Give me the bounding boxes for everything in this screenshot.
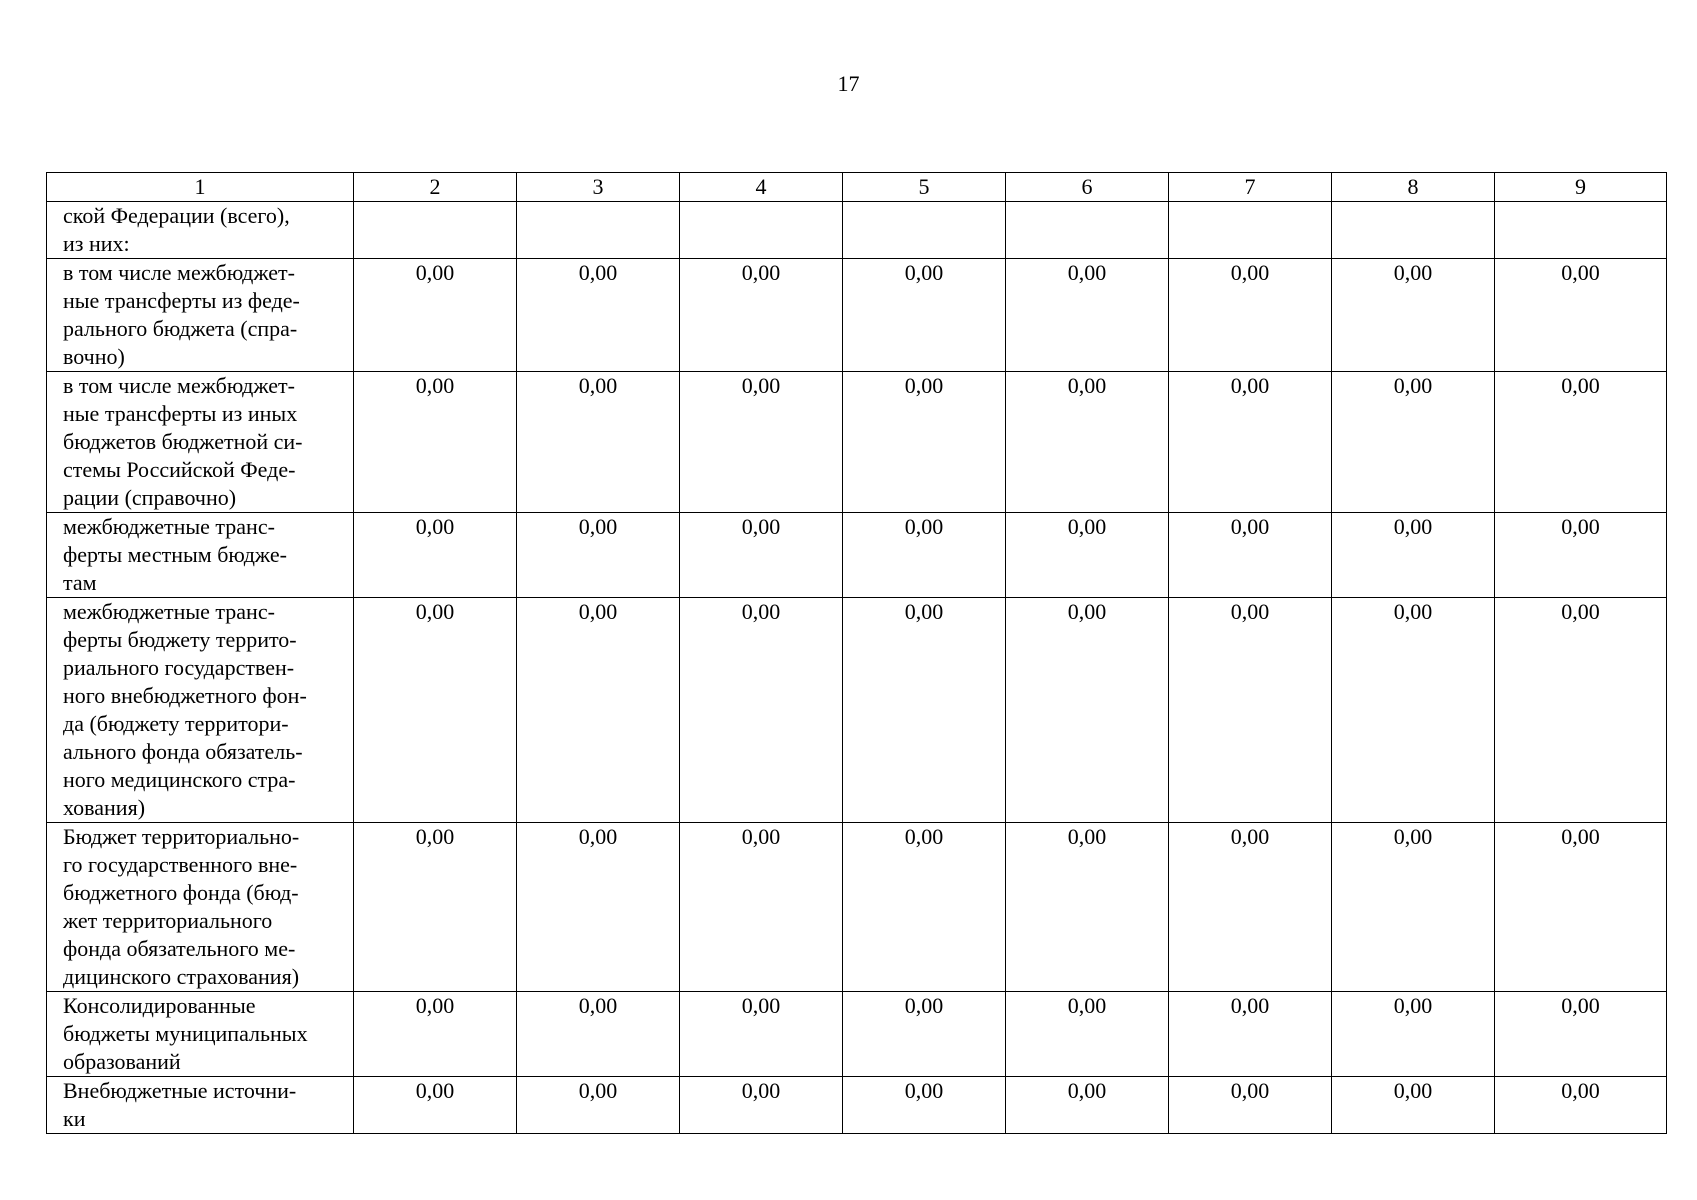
table-cell: 0,00 [354,513,517,598]
header-col-5: 5 [843,173,1006,202]
table-cell: 0,00 [1169,372,1332,513]
header-col-8: 8 [1332,173,1495,202]
table-cell: 0,00 [680,823,843,992]
table-cell: 0,00 [843,598,1006,823]
table-header [47,173,1667,202]
table-row [47,202,1667,259]
row-label: межбюджетные транс- ферты местным бюдже- там [47,513,354,598]
table-cell: 0,00 [517,992,680,1077]
table-cell: 0,00 [517,1077,680,1134]
row-label: Бюджет территориально- го государственного вне- бюджетного фонда (бюд- жет территориального фонда обязательного ме- дицинского страхования) [47,823,354,992]
table-cell: 0,00 [1006,598,1169,823]
table-cell: 0,00 [517,259,680,372]
table-cell: 0,00 [1006,259,1169,372]
table-cell: 0,00 [1006,513,1169,598]
table-cell: 0,00 [843,259,1006,372]
table-cell: 0,00 [1332,259,1495,372]
table-cell: 0,00 [843,823,1006,992]
header-row [47,173,1667,202]
table-cell: 0,00 [1169,598,1332,823]
header-col-9: 9 [1495,173,1667,202]
table-cell [1495,202,1667,259]
table-cell [1169,202,1332,259]
table-cell [1006,202,1169,259]
table-cell: 0,00 [1332,513,1495,598]
table-row [47,992,1667,1077]
row-label: в том числе межбюджет- ные трансферты из феде- рального бюджета (спра- вочно) [47,259,354,372]
table-cell: 0,00 [1495,1077,1667,1134]
table-row [47,259,1667,372]
table-cell: 0,00 [1169,823,1332,992]
table-row [47,1077,1667,1134]
table-row [47,823,1667,992]
table-cell [680,202,843,259]
table-cell: 0,00 [1332,372,1495,513]
financing-table [46,172,1667,1134]
table-cell: 0,00 [1006,823,1169,992]
header-col-4: 4 [680,173,843,202]
table-cell: 0,00 [354,259,517,372]
table-cell: 0,00 [1332,598,1495,823]
table-cell [843,202,1006,259]
table-cell: 0,00 [843,992,1006,1077]
table-cell: 0,00 [517,513,680,598]
table-cell: 0,00 [680,259,843,372]
table-cell: 0,00 [680,598,843,823]
table-cell: 0,00 [1169,1077,1332,1134]
table-cell: 0,00 [1332,1077,1495,1134]
table-cell: 0,00 [354,598,517,823]
table-cell: 0,00 [517,598,680,823]
table-cell: 0,00 [1169,992,1332,1077]
table-row [47,598,1667,823]
table-cell: 0,00 [843,513,1006,598]
table-row [47,372,1667,513]
table-cell: 0,00 [1006,372,1169,513]
table-body [47,202,1667,1134]
table-row [47,513,1667,598]
table-cell: 0,00 [1332,992,1495,1077]
table-cell: 0,00 [354,823,517,992]
table-cell: 0,00 [1495,992,1667,1077]
table-cell: 0,00 [680,1077,843,1134]
table-cell: 0,00 [1495,259,1667,372]
page-number: 17 [837,71,860,96]
table-cell: 0,00 [1495,372,1667,513]
header-col-7: 7 [1169,173,1332,202]
row-label: ской Федерации (всего), из них: [47,202,354,259]
table-cell: 0,00 [680,992,843,1077]
table-cell [1332,202,1495,259]
header-col-6: 6 [1006,173,1169,202]
header-col-3: 3 [517,173,680,202]
table-cell: 0,00 [680,372,843,513]
table-cell: 0,00 [1006,1077,1169,1134]
row-label: Консолидированные бюджеты муниципальных образований [47,992,354,1077]
table-cell: 0,00 [354,1077,517,1134]
table-cell: 0,00 [354,992,517,1077]
table-cell: 0,00 [1495,513,1667,598]
table-cell: 0,00 [1495,823,1667,992]
table-cell: 0,00 [1332,823,1495,992]
table-cell: 0,00 [680,513,843,598]
table-cell: 0,00 [354,372,517,513]
table-cell: 0,00 [1495,598,1667,823]
row-label: межбюджетные транс- ферты бюджету террито- риального государствен- ного внебюджетного фон- да (бюджету территори- ального фонда обязатель- ного медицинского стра- хования) [47,598,354,823]
table-cell: 0,00 [843,1077,1006,1134]
header-col-2: 2 [354,173,517,202]
table-cell: 0,00 [517,372,680,513]
table-cell: 0,00 [1169,259,1332,372]
header-col-1: 1 [47,173,354,202]
table-cell: 0,00 [843,372,1006,513]
table-cell: 0,00 [1169,513,1332,598]
table-cell: 0,00 [517,823,680,992]
table-cell: 0,00 [1006,992,1169,1077]
table-cell [354,202,517,259]
row-label: Внебюджетные источни- ки [47,1077,354,1134]
table-cell [517,202,680,259]
row-label: в том числе межбюджет- ные трансферты из иных бюджетов бюджетной си- стемы Российской Феде- рации (справочно) [47,372,354,513]
